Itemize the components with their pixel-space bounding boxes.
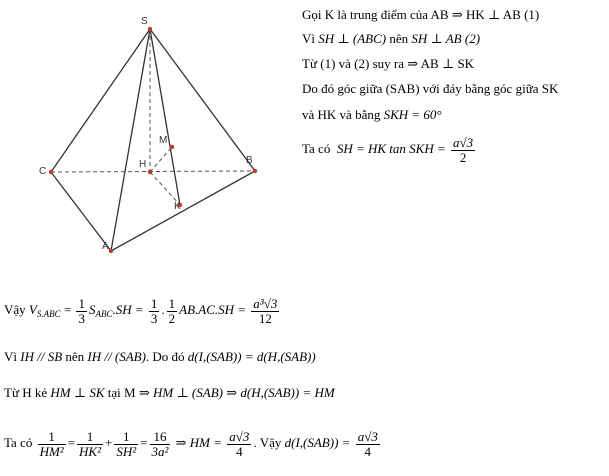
right-line-5: và HK và bằng SKH = 60° <box>302 107 442 122</box>
label-b: B <box>246 155 253 166</box>
final-line: Ta có $\frac{1}{\text{HM²}}$ = $\frac{1}{\text{HK²}}$ + $\frac{1}{\text{SH²}}$ = $\frac{16}{\text{3a²}}$ ⇒ HM = $\frac{a√3}{4}$ . Vậy d(I,(SAB)) = $\frac{a√3}{4}$ <box>4 429 378 459</box>
fraction-1-sh2: $\frac{1}{\text{SH²}}$ <box>116 429 137 459</box>
pyramid-figure <box>0 0 300 270</box>
fraction-1-3: $\frac{1}{3}$ <box>78 296 85 326</box>
fraction-16-3a2: $\frac{16}{\text{3a²}}$ <box>151 429 169 459</box>
fraction-hm: $\frac{a√3}{4}$ <box>229 429 250 459</box>
fraction-volume: $\frac{\text{a³√3}}{12}$ <box>253 296 278 326</box>
label-s: S <box>141 16 148 27</box>
right-line-3: Từ (1) và (2) suy ra ⇒ AB ⊥ SK <box>302 56 475 71</box>
label-c: C <box>39 166 47 177</box>
label-k: K <box>174 201 181 212</box>
fraction-sh: $\frac{a√3}{2}$ <box>453 135 474 165</box>
label-h: H <box>139 159 147 170</box>
parallel-line: Vì IH // SB nên IH // (SAB). Do đó d(I,(SAB)) = d(H,(SAB)) <box>4 349 316 364</box>
right-line-2: Vì SH ⊥ (ABC) nên SH ⊥ AB (2) <box>302 31 481 46</box>
fraction-1-3b: $\frac{1}{3}$ <box>150 296 158 326</box>
perpendicular-line: Từ H kẻ HM ⊥ SK tại M ⇒ HM ⊥ (SAB) ⇒ d(H,(SAB)) = HM <box>4 385 335 400</box>
fraction-1-hk2: $\frac{1}{\text{HK²}}$ <box>79 429 102 459</box>
fraction-distance: $\frac{a√3}{4}$ <box>357 429 378 459</box>
label-m: M <box>159 135 168 146</box>
right-line-6: Ta có SH = HK tan SKH = $\frac{a√3}{2}$ <box>302 135 474 165</box>
right-line-1: Gọi K là trung điểm của AB ⇒ HK ⊥ AB (1) <box>302 7 540 22</box>
label-a: A <box>102 241 109 252</box>
right-line-4: Do đó góc giữa (SAB) với đáy bằng góc giữa SK <box>302 81 559 96</box>
fraction-1-hm2: $\frac{1}{\text{HM²}}$ <box>39 429 64 459</box>
fraction-1-2: $\frac{1}{2}$ <box>168 296 176 326</box>
volume-line: Vậy $V_{S.ABC}$ = $\frac{1}{3}$ $S_{ABC}.SH$ = $\frac{1}{3}$ . $\frac{1}{2}$ AB.AC.SH = $\frac{\text{a³√3}}{12}$ <box>4 296 278 326</box>
